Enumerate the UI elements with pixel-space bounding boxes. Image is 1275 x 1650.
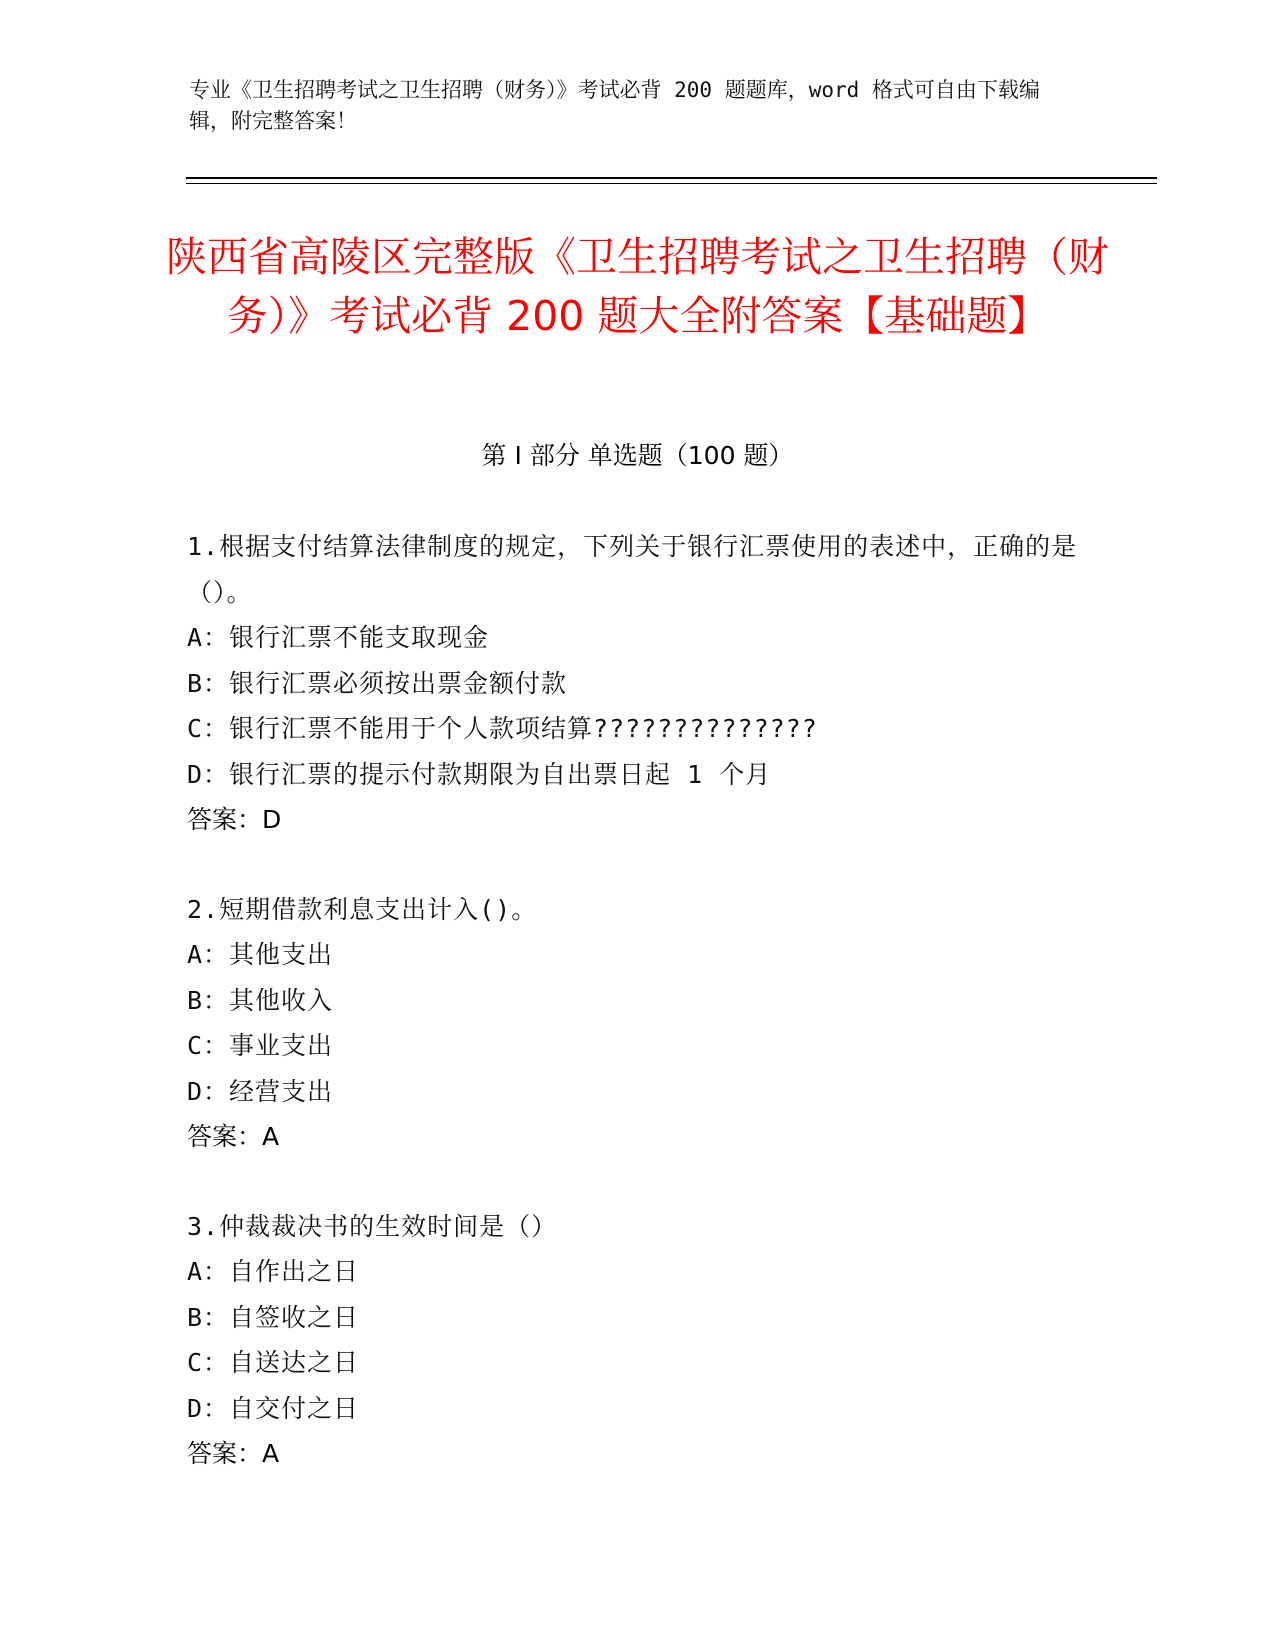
option-a: A：银行汇票不能支取现金 [187, 623, 490, 652]
option-a: A：其他支出 [187, 940, 334, 969]
question-1 [187, 524, 1087, 843]
option-c: C：事业支出 [187, 1031, 334, 1060]
document-title: 陕西省高陵区完整版《卫生招聘考试之卫生招聘（财务）》考试必背 200 题大全附答案【基础题】 [166, 233, 1109, 340]
option-d: D：经营支出 [187, 1076, 334, 1106]
option-c: C：自送达之日 [187, 1348, 360, 1377]
question-3 [187, 1204, 1087, 1477]
option-b: B：自签收之日 [187, 1302, 360, 1332]
option-d: D：银行汇票的提示付款期限为自出票日起 1 个月 [187, 759, 772, 789]
question-stem: 1.根据支付结算法律制度的规定，下列关于银行汇票使用的表述中，正确的是（）。 [187, 532, 1078, 607]
header-divider-thin [186, 183, 1157, 184]
question-list [187, 524, 1087, 1521]
option-b: B：其他收入 [187, 985, 334, 1015]
answer: 答案：A [187, 1439, 280, 1468]
option-b: B：银行汇票必须按出票金额付款 [187, 668, 568, 698]
question-stem: 2.短期借款利息支出计入()。 [187, 894, 538, 924]
option-d: D：自交付之日 [187, 1393, 360, 1423]
header-note: 专业《卫生招聘考试之卫生招聘（财务）》考试必背 200 题题库，word 格式可自由下载编辑，附完整答案！ [189, 78, 1040, 133]
question-stem: 3.仲裁裁决书的生效时间是（） [187, 1211, 558, 1241]
answer: 答案：A [187, 1122, 280, 1151]
option-c: C：银行汇票不能用于个人款项结算?????????????? [187, 714, 818, 743]
section-heading: 第 I 部分 单选题（100 题） [481, 441, 794, 470]
option-a: A：自作出之日 [187, 1257, 360, 1286]
answer: 答案：D [187, 805, 282, 834]
header-divider [186, 177, 1157, 179]
question-2 [187, 887, 1087, 1160]
